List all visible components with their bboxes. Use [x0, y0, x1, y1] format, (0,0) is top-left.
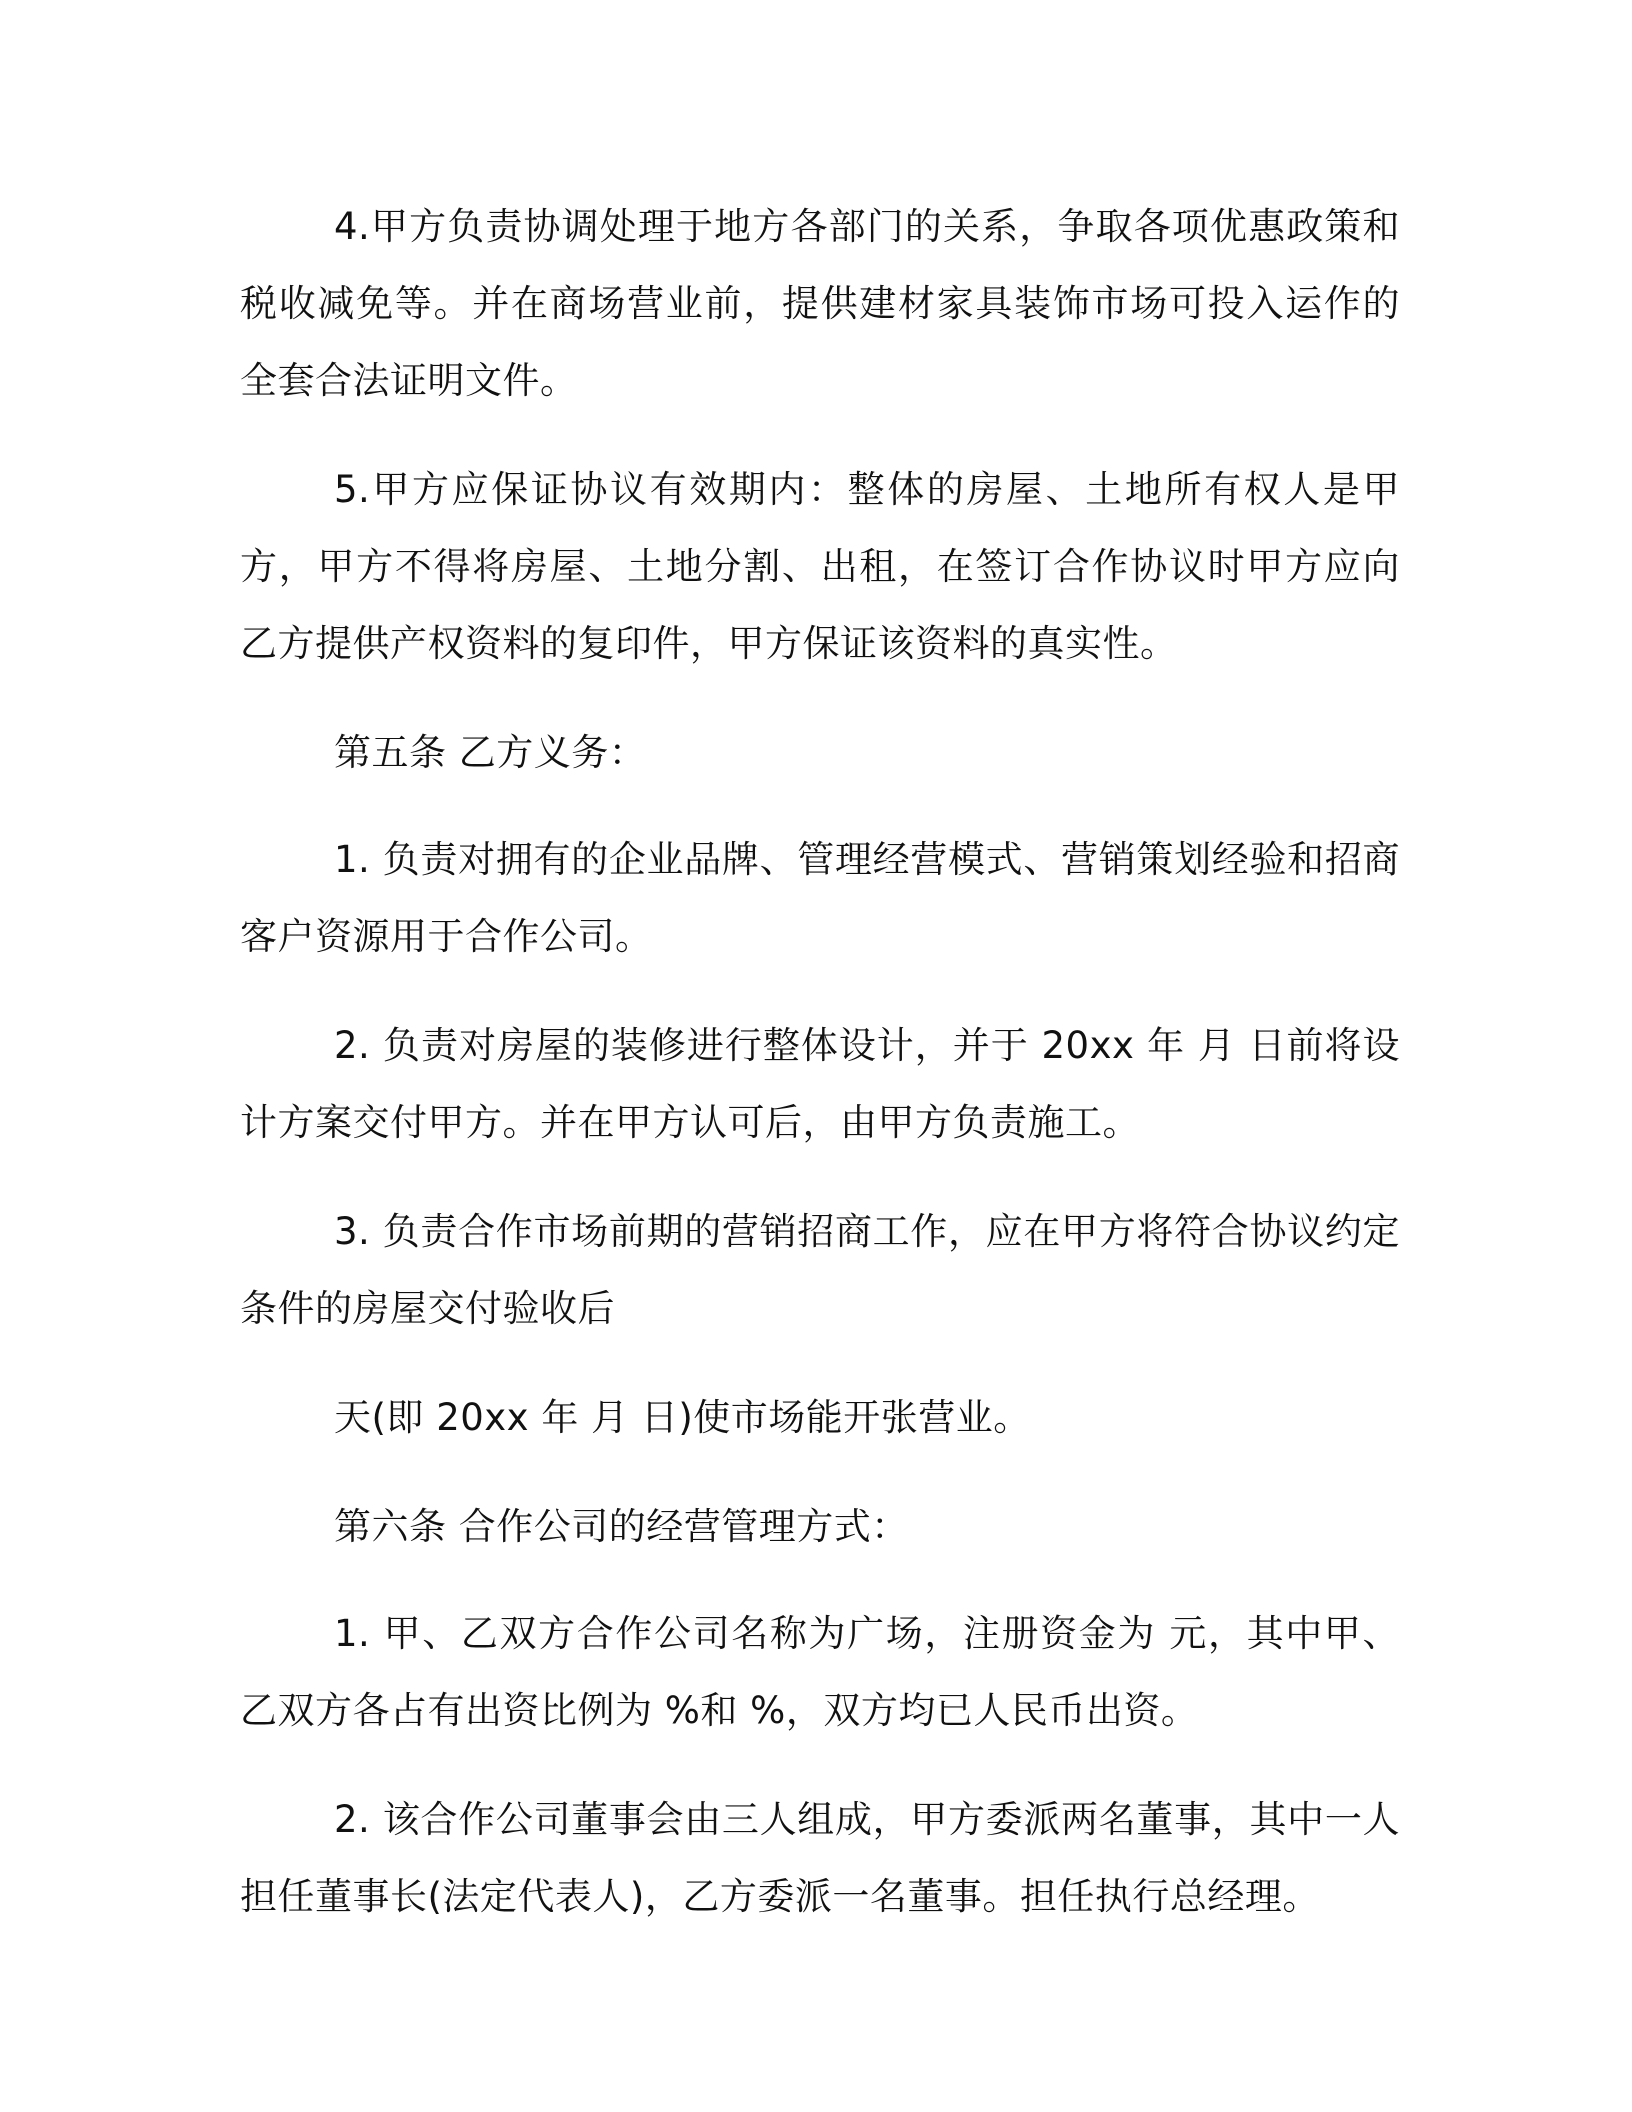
article-5-item-3-continuation: 天(即 20xx 年 月 日)使市场能开张营业。 — [334, 1396, 1031, 1439]
clause-5-paragraph: 5.甲方应保证协议有效期内：整体的房屋、土地所有权人是甲方，甲方不得将房屋、土地分割、出租，在签订合作协议时甲方应向乙方提供产权资料的复印件，甲方保证该资料的真实性。 — [240, 468, 1400, 665]
document-body — [240, 188, 1400, 1967]
clause-4-paragraph: 4.甲方负责协调处理于地方各部门的关系，争取各项优惠政策和税收减免等。并在商场营业前，提供建材家具装饰市场可投入运作的全套合法证明文件。 — [240, 205, 1400, 402]
article-5-item-3: 3. 负责合作市场前期的营销招商工作，应在甲方将符合协议约定条件的房屋交付验收后 — [240, 1210, 1400, 1330]
article-6-item-1: 1. 甲、乙双方合作公司名称为广场，注册资金为 元，其中甲、乙双方各占有出资比例为 %和 %，双方均已人民币出资。 — [240, 1612, 1400, 1732]
article-5-item-2: 2. 负责对房屋的装修进行整体设计，并于 20xx 年 月 日前将设计方案交付甲方。并在甲方认可后，由甲方负责施工。 — [240, 1024, 1400, 1144]
article-6-item-2: 2. 该合作公司董事会由三人组成，甲方委派两名董事，其中一人担任董事长(法定代表人)，乙方委派一名董事。担任执行总经理。 — [240, 1798, 1400, 1918]
article-5-item-1: 1. 负责对拥有的企业品牌、管理经营模式、营销策划经验和招商客户资源用于合作公司。 — [240, 838, 1400, 958]
article-5-heading: 第五条 乙方义务： — [334, 731, 647, 774]
article-6-heading: 第六条 合作公司的经营管理方式： — [334, 1505, 909, 1548]
